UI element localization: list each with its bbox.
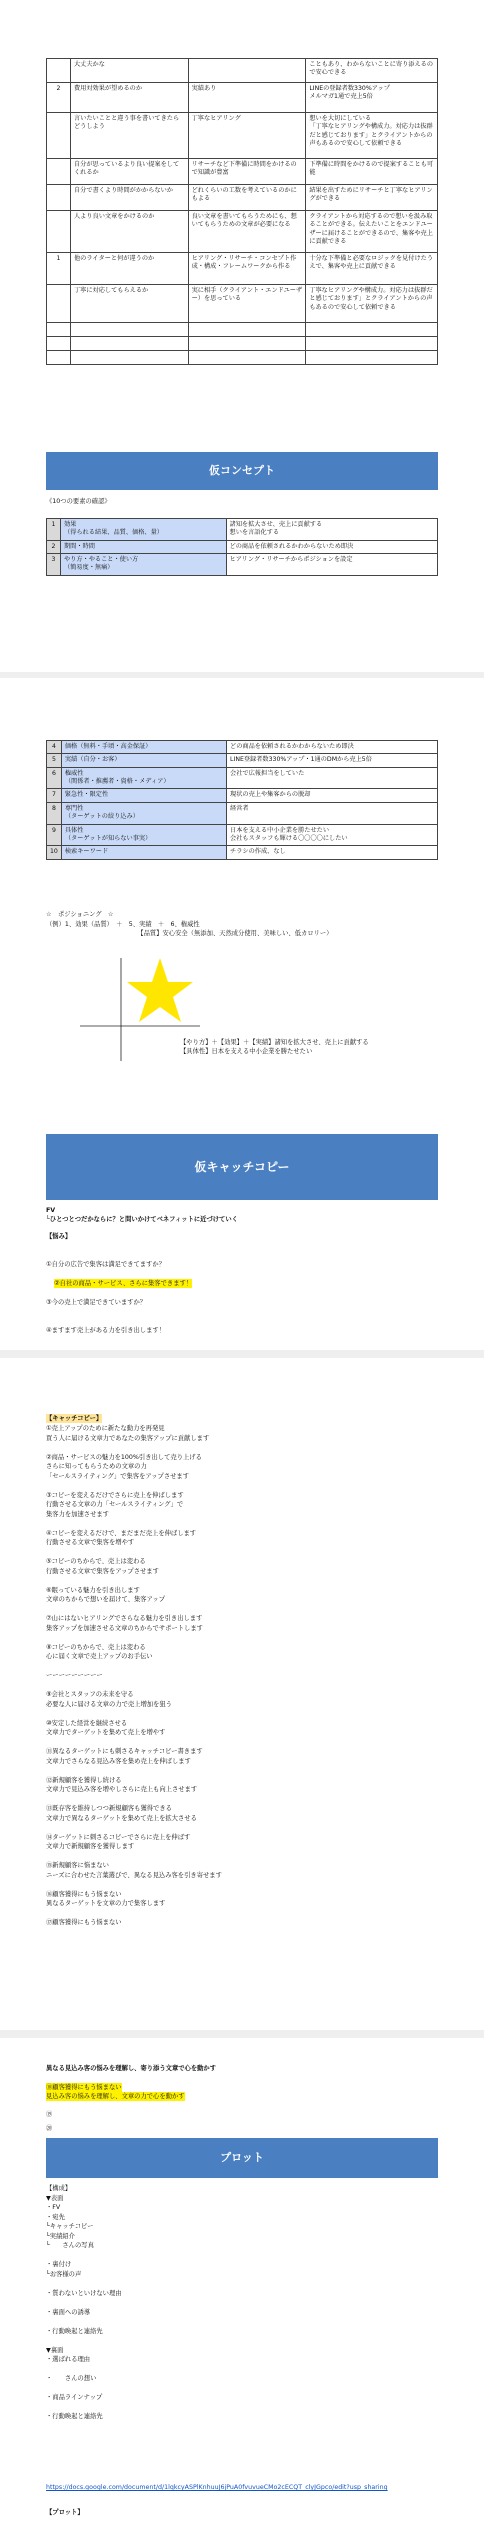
- table-cell-c2: リサーチなど下準備に時間をかけるので知識が豊富: [188, 159, 306, 185]
- text-line: └ さんの写真: [46, 2242, 94, 2249]
- element-num: 10: [47, 846, 62, 859]
- element-label: 緊急性・限定性: [61, 789, 226, 802]
- text-line: ⑧コピーのちからで、売上は変わる: [46, 1643, 146, 1651]
- text-line: ⑯顧客獲得にもう悩まない: [46, 1890, 122, 1898]
- page4-n19: ⑲: [46, 2111, 53, 2118]
- text-line: ⑨会社とスタッフの未来を守る: [46, 1691, 134, 1698]
- table-cell-c1: [70, 351, 188, 365]
- plot-label: 【プロット】: [46, 2509, 84, 2516]
- elements-note: 《10つの要素の確認》: [46, 498, 111, 505]
- fv-label: FV: [46, 1207, 56, 1214]
- table-row: [47, 113, 438, 159]
- text-line: 買う人に届ける文章力であなたの集客アップに貢献します: [46, 1434, 210, 1442]
- text-line: 文章力でさらなる見込み客を集め売上を伸ばします: [46, 1757, 191, 1765]
- text-line: 集客力を加速させます: [46, 1510, 109, 1518]
- text-line: ・選ばれる理由: [46, 2356, 91, 2363]
- table-cell-c1: 大丈夫かな: [70, 59, 188, 83]
- text-line: 文章力で異なるターゲットを集めて売上を拡大させる: [46, 1814, 197, 1822]
- table-cell-num: [47, 337, 71, 351]
- element-num: 6: [47, 767, 62, 789]
- element-value: 経営者: [227, 802, 438, 824]
- text-line: [46, 2336, 122, 2346]
- text-line: [46, 1852, 222, 1862]
- table-cell-num: [47, 285, 71, 323]
- table-cell-c1: 他のライターと何が違うのか: [70, 253, 188, 285]
- text-line: ⑰顧客獲得にもう悩まない: [46, 1919, 122, 1926]
- element-row: [47, 540, 438, 553]
- table-cell-c3: 想いを大切にしている 「丁寧なヒアリングや構成力。対応力は抜群だと感じております」とクライアントからの声もあるので安心して依頼できる: [306, 113, 438, 159]
- table-cell-c3: [306, 337, 438, 351]
- page4-intro: 異なる見込み客の悩みを理解し、寄り添う文章で心を動かす: [46, 2065, 217, 2072]
- table-cell-num: [47, 185, 71, 211]
- text-line: [46, 1633, 222, 1643]
- text-line: ⑮新規顧客に悩まない: [46, 1862, 109, 1869]
- table-cell-c3: [306, 351, 438, 365]
- element-value: チラシの作成、なし: [227, 846, 438, 859]
- table-cell-c1: 自分で書くより時間がかからないか: [70, 185, 188, 211]
- plot-banner: プロット: [46, 2138, 438, 2178]
- table-cell-c2: どれくらいの工数を考えているのかにもよる: [188, 185, 306, 211]
- element-row: [47, 741, 438, 754]
- page-2: [0, 678, 484, 1350]
- text-line: 文章力で見込み客を増やしさらに売上も向上させます: [46, 1786, 198, 1793]
- table-cell-c2: 良い文章を書いてもらうためにも、想いてもらうための文章が必要になる: [188, 211, 306, 253]
- text-line: 行動させる文章で集客をアップさせます: [46, 1567, 159, 1575]
- text-line: [46, 1823, 222, 1833]
- text-line: ⑥眠っている魅力を引き出します: [46, 1586, 140, 1594]
- element-num: 5: [47, 754, 62, 767]
- table-row: [47, 253, 438, 285]
- table-cell-c3: 十分な下準備と必要なロジックを見付けたうえで、集客や売上に貢献できる: [306, 253, 438, 285]
- text-line: [46, 1605, 222, 1615]
- problem-1: ①自分の広告で集客は満足できてますか？: [46, 1260, 165, 1268]
- table-row: [47, 59, 438, 83]
- text-line: [46, 1519, 222, 1529]
- fv-lead: └ひとつとつだかならに？と問いかけてベネフィットに近づけていく: [46, 1216, 238, 1223]
- element-num: 8: [47, 802, 62, 824]
- table-cell-c3: 結果を出すためにリサーチと丁寧なヒアリングができる: [306, 185, 438, 211]
- text-line: ・商品ラインナップ: [46, 2394, 103, 2401]
- element-num: 1: [47, 519, 61, 541]
- text-line: [46, 2251, 122, 2261]
- element-label: 価格（無料・手頃・高金保証）: [61, 741, 226, 754]
- table-row: [47, 211, 438, 253]
- element-row: [47, 846, 438, 859]
- table-cell-c2: 実績あり: [188, 83, 306, 113]
- element-label: 専門性 （ターゲットの絞り込み）: [61, 802, 226, 824]
- element-label: 検索キーワード: [61, 846, 226, 859]
- text-line: [46, 1795, 222, 1805]
- text-line: 必要な人に届ける文章の力で売上増加を狙う: [46, 1700, 172, 1708]
- text-line: ⑬既存客を維持しつつ新規顧客も獲得できる: [46, 1805, 172, 1812]
- text-line: ⑪異なるターゲットにも刺さるキャッチコピー書きます: [46, 1748, 203, 1755]
- text-line: ・行動喚起と連絡先: [46, 2413, 103, 2420]
- table-cell-num: [47, 59, 71, 83]
- table-cell-c1: 人より良い文章をかけるのか: [70, 211, 188, 253]
- text-line: ーーーーーーーーー: [46, 1672, 103, 1679]
- text-line: ⑭ターゲットに刺さるコピーでさらに売上を伸ばす: [46, 1833, 191, 1841]
- element-value: ヒアリング・リサーチからポジションを設定: [226, 554, 437, 576]
- text-line: ⑫新規顧客を獲得し続ける: [46, 1776, 122, 1784]
- table-row: [47, 351, 438, 365]
- table-cell-num: [47, 159, 71, 185]
- text-line: ・宛先: [46, 2213, 65, 2221]
- element-num: 9: [47, 824, 62, 846]
- table-cell-c2: [188, 59, 306, 83]
- text-line: 文章力で新規顧客を獲得します: [46, 1843, 135, 1850]
- page-1: [0, 0, 484, 672]
- table-cell-num: [47, 351, 71, 365]
- structure-list: [46, 2184, 122, 2431]
- text-line: [46, 1909, 222, 1919]
- element-label: 効果 （得られる結果、品質、価格、量）: [60, 519, 226, 541]
- text-line: ③コピーを変えるだけでさらに売上を伸ばします: [46, 1491, 184, 1499]
- element-num: 7: [47, 789, 62, 802]
- elements-table-1: [46, 518, 438, 576]
- text-line: ・質わないといけない理由: [46, 2289, 122, 2297]
- table-cell-c1: 自分が思っているより良い提案をしてくれるか: [70, 159, 188, 185]
- table-cell-num: [47, 211, 71, 253]
- text-line: └お客様の声: [46, 2270, 82, 2278]
- problem-3: ③今の売上で満足できていますか？: [46, 1298, 147, 1306]
- text-line: ②商品・サービスの魅力を100%引き出して売り上げる: [46, 1453, 202, 1461]
- text-line: [46, 1709, 222, 1719]
- element-value: 会社で広報担当をしていた: [227, 767, 438, 789]
- element-value: どの商品を依頼されるかわからないため即決: [226, 540, 437, 553]
- text-line: ・FV: [46, 2204, 61, 2211]
- text-line: [46, 1738, 222, 1748]
- text-line: ・裏面への誘導: [46, 2308, 91, 2316]
- table-cell-c3: LINEの登録者数330%アップ メルマガ1通で売上5倍: [306, 83, 438, 113]
- text-line: ⑩安定した経営を継続させる: [46, 1719, 128, 1727]
- element-row: [47, 824, 438, 846]
- text-line: ▼表面: [46, 2194, 64, 2202]
- text-line: 行動させる文章の力「セールスライティング」で: [46, 1501, 184, 1508]
- table-cell-c2: [188, 351, 306, 365]
- plot-link[interactable]: [46, 2483, 436, 2492]
- element-label: 具体性 （ターゲットが知らない事実）: [61, 824, 226, 846]
- text-line: [46, 2403, 122, 2413]
- table-row: [47, 83, 438, 113]
- element-label: 期間・時間: [60, 540, 226, 553]
- table-cell-num: [47, 323, 71, 337]
- page4-n20: ⑳: [46, 2125, 53, 2132]
- text-line: ・ さんの想い: [46, 2375, 97, 2382]
- table-row: [47, 159, 438, 185]
- element-row: [47, 754, 438, 767]
- text-line: 文章力でターゲットを集めて売上を増やす: [46, 1729, 166, 1736]
- problems-title: 【悩み】: [46, 1233, 72, 1240]
- text-line: ⑤コピーのちからで、売上は変わる: [46, 1558, 146, 1565]
- text-line: [46, 1443, 222, 1453]
- table-cell-c2: [188, 337, 306, 351]
- element-num: 2: [47, 540, 61, 553]
- element-num: 3: [47, 554, 61, 576]
- text-line: ・行動喚起と連絡先: [46, 2327, 103, 2335]
- table-cell-c1: 費用対効果が望めるのか: [70, 83, 188, 113]
- text-line: [46, 2384, 122, 2394]
- table-cell-c3: [306, 323, 438, 337]
- table-cell-c3: 下準備に時間をかけるので提案することも可能: [306, 159, 438, 185]
- element-label: やり方・やること・使い方 （簡易度・無痛）: [60, 554, 226, 576]
- text-line: [46, 2279, 122, 2289]
- text-line: └キャッチコピー: [46, 2223, 94, 2230]
- text-line: 「セールスライティング」で集客をアップさせます: [46, 1472, 190, 1480]
- element-row: [47, 802, 438, 824]
- page-3: [0, 1358, 484, 2030]
- text-line: [46, 1548, 222, 1558]
- table-cell-c2: [188, 323, 306, 337]
- text-line: ▼裏面: [46, 2346, 64, 2354]
- table-cell-c1: [70, 337, 188, 351]
- table-cell-c3: こともあり、わからないことに寄り添えるので安心できる: [306, 59, 438, 83]
- table-cell-c3: 丁寧なヒアリングや構成力。対応力は抜群だと感じております」とクライアントからの声もあるので安心して依頼できる: [306, 285, 438, 323]
- text-line: [46, 1576, 222, 1586]
- element-value: どの商品を依頼されるかわからないため即決: [227, 741, 438, 754]
- table-row: [47, 185, 438, 211]
- table-row: [47, 285, 438, 323]
- positioning-example: （例）1、効果（品質） ＋ 5、実績 ＋ 6、権威性 【品質】安心安全（無添加、天然成分使用、美味しい、低カロリー）: [46, 921, 333, 938]
- text-line: 異なるターゲットを文章の力で集客します: [46, 1900, 166, 1907]
- problem-4: ④ますます売上がある力を引き出します！: [46, 1327, 165, 1335]
- text-line: さらに知ってもらうための文章の力: [46, 1463, 147, 1470]
- table-cell-c1: [70, 323, 188, 337]
- table-cell-c1: 丁寧に対応してもらえるか: [70, 285, 188, 323]
- text-line: ④コピーを変えるだけで、まだまだ売上を伸ばします: [46, 1529, 197, 1537]
- element-value: 日本を支える中小企業を勝たせたい 会社もスタッフも輝ける〇〇〇〇にしたい: [227, 824, 438, 846]
- catchcopy-title: 【キャッチコピー】: [46, 1415, 103, 1422]
- problems-list: [46, 1241, 192, 1355]
- table-cell-num: 2: [47, 83, 71, 113]
- element-row: [47, 789, 438, 802]
- element-value: 現状の売上や集客からの脱却: [227, 789, 438, 802]
- page4-highlight-1: ⑱顧客獲得にもう悩まない: [46, 2084, 122, 2091]
- text-line: └実績紹介: [46, 2232, 75, 2240]
- text-line: 心に届く文章で売上アップのお手伝い: [46, 1653, 153, 1660]
- text-line: 集客アップを加速させる文章のちからでサポートします: [46, 1624, 203, 1632]
- table-cell-c2: 丁寧なヒアリング: [188, 113, 306, 159]
- table-cell-c3: クライアントから対応するので想いを汲み取ることができる。伝えたいことをエンドユーザーに届けることができるので、集客や売上に貢献できる: [306, 211, 438, 253]
- table-cell-c1: 言いたいことと違う事を書いてきたらどうしよう: [70, 113, 188, 159]
- problem-2: ②自社の商品・サービス、さらに集客できます！: [54, 1279, 193, 1287]
- text-line: [46, 1681, 222, 1691]
- table-cell-c2: 実に相手（クライアント・エンドユーザー）を思っている: [188, 285, 306, 323]
- table-cell-c2: ヒアリング・リサーチ・コンセプト作成・構成・フレームワークから作る: [188, 253, 306, 285]
- table-cell-num: 1: [47, 253, 71, 285]
- positioning-title: ☆ ポジショニング ☆: [46, 911, 114, 918]
- text-line: [46, 2317, 122, 2327]
- element-row: [47, 519, 438, 541]
- text-line: 文章のちからで想いを届けて、集客アップ: [46, 1596, 166, 1603]
- benefit-table: [46, 58, 438, 365]
- text-line: [46, 2365, 122, 2375]
- table-cell-num: [47, 113, 71, 159]
- element-row: [47, 554, 438, 576]
- text-line: [46, 1662, 222, 1672]
- elements-table-2: [46, 740, 438, 860]
- star-icon: [127, 958, 193, 1022]
- element-num: 4: [47, 741, 62, 754]
- page-4: [0, 2038, 484, 2541]
- table-row: [47, 323, 438, 337]
- text-line: 【構成】: [46, 2185, 72, 2192]
- positioning-note: 【やり方】＋【効果】＋【実績】諸知を拡大させ、売上に貢献する 【具体性】日本を支える中小企業を勝たせたい: [180, 1039, 369, 1056]
- text-line: ①売上アップのために新たな動力を再発見: [46, 1425, 165, 1432]
- element-value: 諸知を拡大させ、売上に貢献する 想いを言語化する: [226, 519, 437, 541]
- text-line: [46, 2298, 122, 2308]
- text-line: ・裏付け: [46, 2261, 72, 2268]
- plot-link-text[interactable]: https://docs.google.com/document/d/1lqkcyASPlKnhuuJ6jPuA0fvuvueCMo2cECQT_clyJGpco/edit?usp_sharing: [46, 2484, 388, 2491]
- text-line: ⑦山にはないヒアリングでさらなる魅力を引き出します: [46, 1615, 203, 1622]
- element-label: 実績（自分・お客）: [61, 754, 226, 767]
- page4-highlight-2: 見込み客の悩みを理解し、文章の力で心を動かす: [46, 2093, 185, 2100]
- catchcopy-banner: 仮キャッチコピー: [46, 1134, 438, 1200]
- concept-banner: 仮コンセプト: [46, 452, 438, 490]
- text-line: 行動させる文章で集客を増やす: [46, 1539, 135, 1546]
- element-value: LINE登録者数330%アップ・1通のDMから売上5倍: [227, 754, 438, 767]
- element-row: [47, 767, 438, 789]
- text-line: [46, 2422, 122, 2432]
- text-line: [46, 1481, 222, 1491]
- text-line: [46, 1766, 222, 1776]
- text-line: [46, 1880, 222, 1890]
- element-label: 権威性 （関係者・推薦者・資格・メディア）: [61, 767, 226, 789]
- table-row: [47, 337, 438, 351]
- text-line: ニーズに合わせた言葉選びで、異なる見込み客を引き寄せます: [46, 1871, 222, 1879]
- catchcopy-list: [46, 1424, 222, 1928]
